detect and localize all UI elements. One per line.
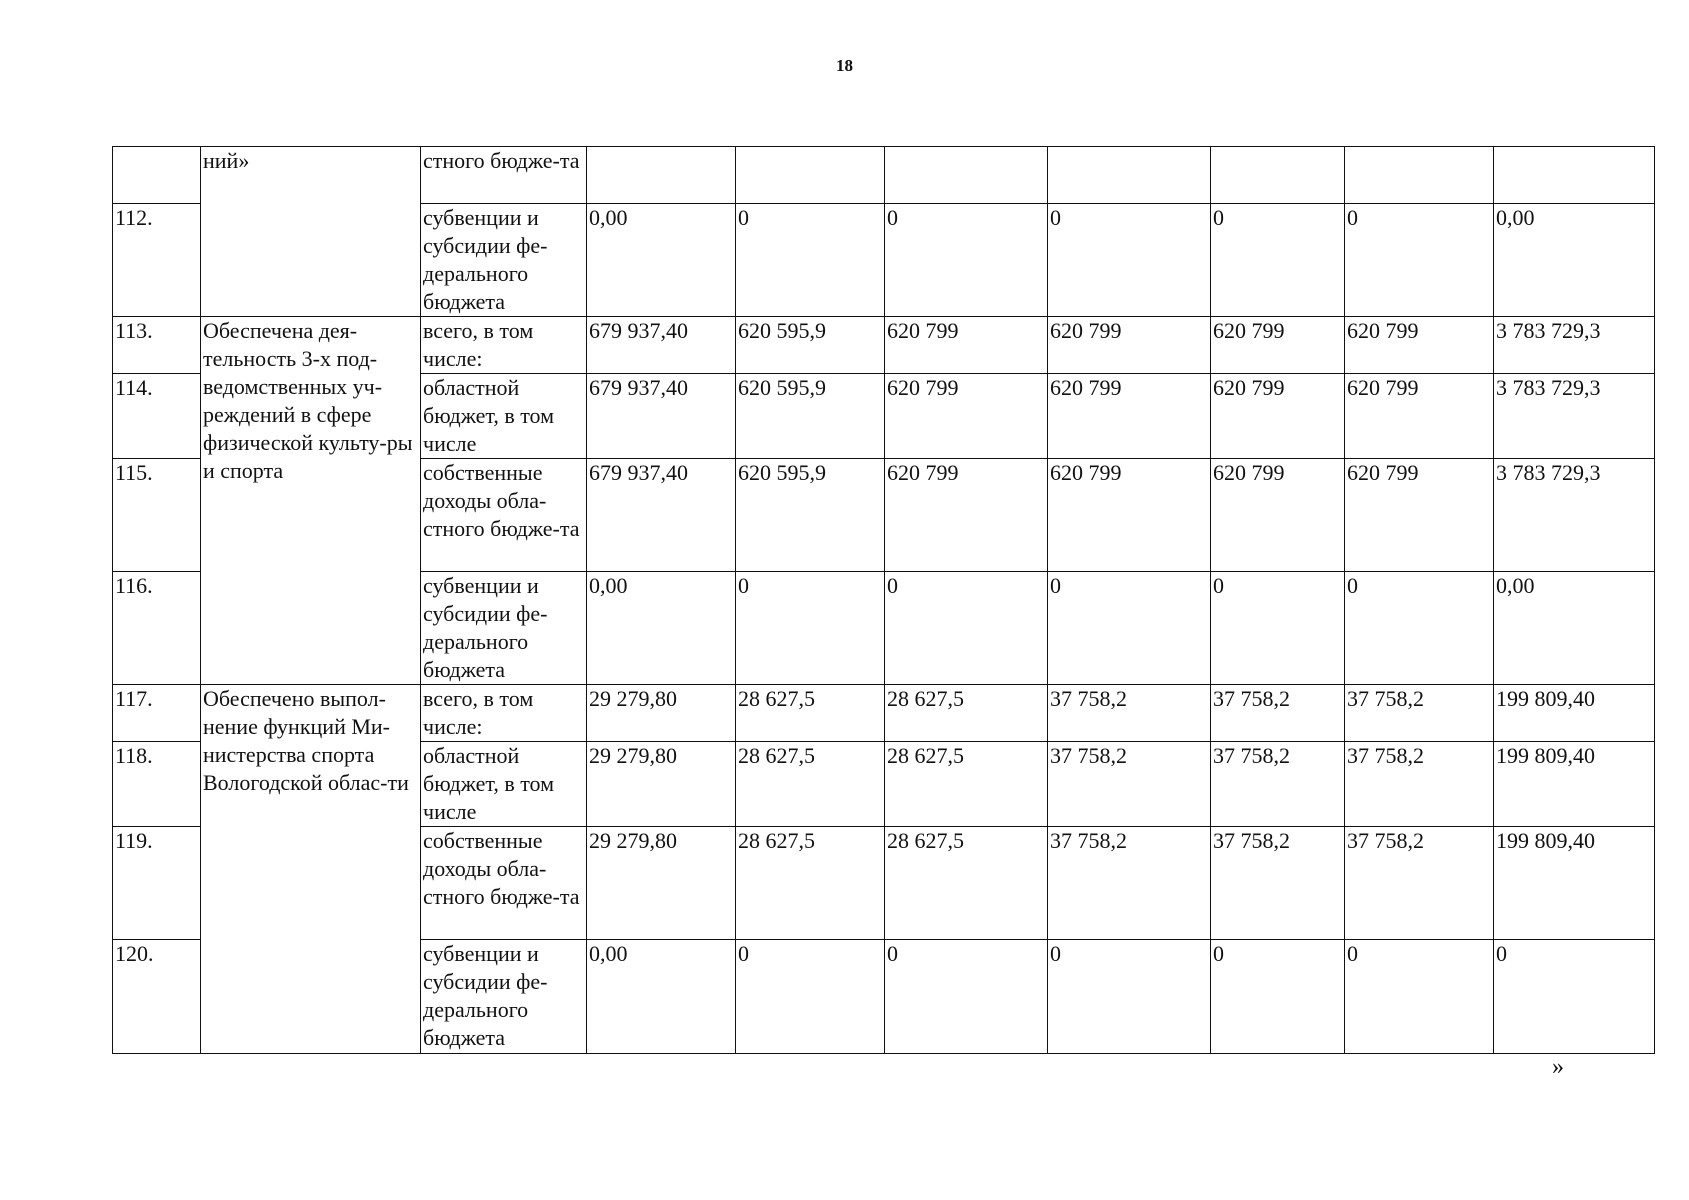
amount-cell: 37 758,2: [1211, 742, 1345, 827]
amount-cell: 3 783 729,3: [1494, 374, 1655, 459]
amount-cell: 620 595,9: [736, 317, 885, 374]
amount-cell: 199 809,40: [1494, 827, 1655, 940]
amount-cell: 29 279,80: [587, 685, 736, 742]
table-row: [113, 317, 1655, 374]
row-number-cell: 115.: [113, 459, 201, 572]
amount-cell: 37 758,2: [1048, 685, 1211, 742]
amount-cell: 679 937,40: [587, 459, 736, 572]
page-number: 18: [836, 56, 853, 75]
amount-cell: 0: [1048, 572, 1211, 685]
row-number-cell: 120.: [113, 940, 201, 1054]
budget-table: [112, 146, 1655, 1054]
amount-cell: 0: [1048, 940, 1211, 1054]
amount-cell: 0,00: [587, 940, 736, 1054]
amount-cell: 28 627,5: [885, 827, 1048, 940]
amount-cell: 0: [1211, 204, 1345, 317]
amount-cell: 0: [736, 940, 885, 1054]
row-number-cell: 116.: [113, 572, 201, 685]
amount-cell: 620 799: [1211, 374, 1345, 459]
amount-cell: 620 799: [1048, 317, 1211, 374]
amount-cell: [885, 147, 1048, 204]
amount-cell: 0: [885, 204, 1048, 317]
amount-cell: 0: [1345, 572, 1494, 685]
amount-cell: 0: [1211, 572, 1345, 685]
amount-cell: 0,00: [1494, 572, 1655, 685]
amount-cell: 679 937,40: [587, 374, 736, 459]
amount-cell: 620 799: [885, 317, 1048, 374]
table-body: [113, 147, 1655, 1054]
funding-source-cell: субвенции и субсидии фе-дерального бюджета: [421, 204, 587, 317]
activity-name-cell: Обеспечено выпол-нение функций Ми-нистерства спорта Вологодской облас-ти: [201, 685, 421, 1054]
amount-cell: 28 627,5: [736, 742, 885, 827]
amount-cell: 199 809,40: [1494, 742, 1655, 827]
amount-cell: 0: [736, 204, 885, 317]
funding-source-cell: собственные доходы обла-стного бюдже-та: [421, 827, 587, 940]
amount-cell: 0: [1345, 204, 1494, 317]
funding-source-cell: субвенции и субсидии фе-дерального бюджета: [421, 572, 587, 685]
amount-cell: 0: [885, 572, 1048, 685]
amount-cell: 3 783 729,3: [1494, 459, 1655, 572]
amount-cell: 0: [885, 940, 1048, 1054]
amount-cell: 0: [1494, 940, 1655, 1054]
amount-cell: 0: [1048, 204, 1211, 317]
row-number-cell: 114.: [113, 374, 201, 459]
funding-source-cell: всего, в том числе:: [421, 317, 587, 374]
amount-cell: 37 758,2: [1345, 685, 1494, 742]
amount-cell: 620 799: [1345, 459, 1494, 572]
amount-cell: 199 809,40: [1494, 685, 1655, 742]
amount-cell: 37 758,2: [1211, 685, 1345, 742]
row-number-cell: 113.: [113, 317, 201, 374]
activity-name-cell: ний»: [201, 147, 421, 317]
amount-cell: [1211, 147, 1345, 204]
amount-cell: [1048, 147, 1211, 204]
amount-cell: 28 627,5: [885, 742, 1048, 827]
amount-cell: 620 799: [885, 374, 1048, 459]
funding-source-cell: областной бюджет, в том числе: [421, 742, 587, 827]
amount-cell: 28 627,5: [736, 685, 885, 742]
amount-cell: 37 758,2: [1345, 742, 1494, 827]
amount-cell: 620 799: [1211, 317, 1345, 374]
funding-source-cell: субвенции и субсидии фе-дерального бюджета: [421, 940, 587, 1054]
amount-cell: 0,00: [587, 204, 736, 317]
amount-cell: 0,00: [1494, 204, 1655, 317]
amount-cell: 37 758,2: [1048, 742, 1211, 827]
amount-cell: 620 799: [1345, 317, 1494, 374]
funding-source-cell: областной бюджет, в том числе: [421, 374, 587, 459]
table-row: [113, 685, 1655, 742]
closing-quote: »: [1552, 1054, 1564, 1080]
row-number-cell: 112.: [113, 204, 201, 317]
amount-cell: 29 279,80: [587, 742, 736, 827]
amount-cell: 620 799: [885, 459, 1048, 572]
amount-cell: 28 627,5: [736, 827, 885, 940]
table-row: [113, 147, 1655, 204]
funding-source-cell: стного бюдже-та: [421, 147, 587, 204]
amount-cell: [587, 147, 736, 204]
amount-cell: [1494, 147, 1655, 204]
amount-cell: 37 758,2: [1048, 827, 1211, 940]
row-number-cell: 117.: [113, 685, 201, 742]
amount-cell: 620 595,9: [736, 374, 885, 459]
amount-cell: 620 799: [1048, 374, 1211, 459]
amount-cell: 3 783 729,3: [1494, 317, 1655, 374]
row-number-cell: 119.: [113, 827, 201, 940]
amount-cell: 620 595,9: [736, 459, 885, 572]
amount-cell: 0,00: [587, 572, 736, 685]
row-number-cell: 118.: [113, 742, 201, 827]
amount-cell: 37 758,2: [1345, 827, 1494, 940]
amount-cell: 0: [736, 572, 885, 685]
activity-name-cell: Обеспечена дея-тельность 3-х под-ведомственных уч-реждений в сфере физической культу-ры и спорта: [201, 317, 421, 685]
amount-cell: 620 799: [1048, 459, 1211, 572]
amount-cell: 620 799: [1345, 374, 1494, 459]
amount-cell: [736, 147, 885, 204]
amount-cell: 0: [1345, 940, 1494, 1054]
amount-cell: 620 799: [1211, 459, 1345, 572]
amount-cell: 0: [1211, 940, 1345, 1054]
amount-cell: 28 627,5: [885, 685, 1048, 742]
amount-cell: 37 758,2: [1211, 827, 1345, 940]
funding-source-cell: собственные доходы обла-стного бюдже-та: [421, 459, 587, 572]
amount-cell: 679 937,40: [587, 317, 736, 374]
funding-source-cell: всего, в том числе:: [421, 685, 587, 742]
amount-cell: [1345, 147, 1494, 204]
row-number-cell: [113, 147, 201, 204]
amount-cell: 29 279,80: [587, 827, 736, 940]
